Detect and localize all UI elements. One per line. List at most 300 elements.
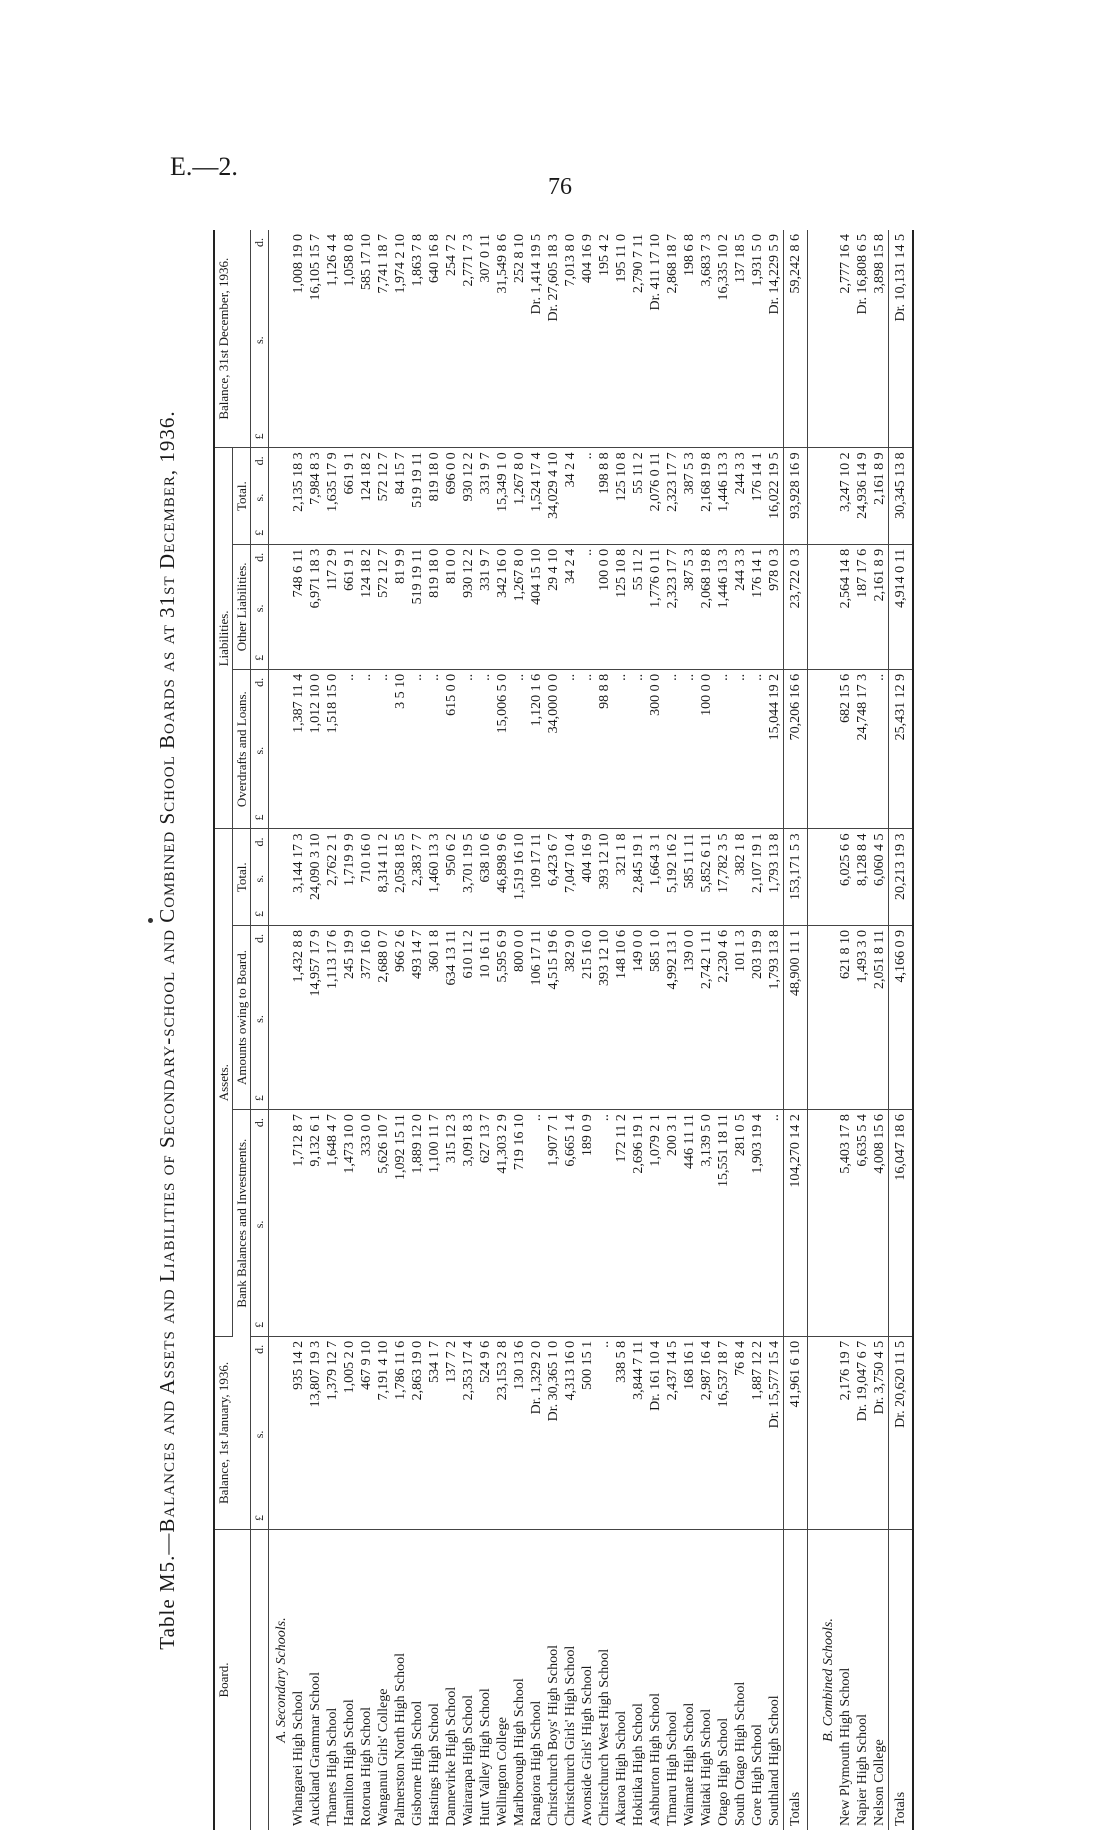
table-title: [155, 230, 180, 1830]
amount-cell: 638 10 6: [477, 829, 494, 925]
board-name-label: Ashburton High School: [648, 1693, 663, 1826]
amount-cell: 124 18 2: [358, 544, 375, 669]
amount-cell: 2,383 7 7: [409, 829, 426, 925]
amount-cell: 13,807 19 3: [307, 1336, 324, 1529]
amount-cell: 1,889 12 0: [409, 1110, 426, 1337]
amount-cell: 10 16 11: [477, 925, 494, 1109]
board-name-label: Palmerston North High School: [393, 1652, 408, 1826]
amount-cell: 195 4 2: [596, 230, 613, 448]
amount-cell: 404 16 9: [579, 829, 596, 925]
amount-cell: 3,144 17 3: [290, 829, 307, 925]
table-row: [443, 230, 460, 1830]
board-name-label: Hamilton High School: [342, 1699, 357, 1826]
amount-cell: 55 11 2: [630, 448, 647, 544]
amount-cell: 16,105 15 7: [307, 230, 324, 448]
amount-cell: 3,701 19 5: [460, 829, 477, 925]
amount-cell: 321 1 8: [613, 829, 630, 925]
board-name: [358, 1530, 375, 1831]
amount-cell: 149 0 0: [630, 925, 647, 1109]
amount-cell: 4,008 15 6: [871, 1110, 889, 1337]
unit-pound: £: [252, 910, 266, 917]
amount-cell: 15,349 1 0: [494, 448, 511, 544]
table-row: [511, 230, 528, 1830]
board-name: [307, 1530, 324, 1831]
table-row: [732, 230, 749, 1830]
amount-cell: 696 0 0: [443, 448, 460, 544]
unit-d: d.: [252, 837, 266, 847]
table-row: [375, 230, 392, 1830]
board-name: [409, 1530, 426, 1831]
table-row: [358, 230, 375, 1830]
amount-cell: ..: [732, 669, 749, 829]
units-header: [251, 1110, 269, 1337]
amount-cell: 930 12 2: [460, 448, 477, 544]
amount-cell: 3,091 8 3: [460, 1110, 477, 1337]
amount-cell: 1,793 13 8: [766, 829, 784, 925]
unit-d: d.: [252, 1118, 266, 1128]
amount-cell: 585 1 0: [647, 925, 664, 1109]
amount-cell: 404 16 9: [579, 230, 596, 448]
amount-cell: 2,777 16 4: [837, 230, 854, 448]
amount-cell: 1,776 0 11: [647, 544, 664, 669]
board-name-label: Dannevirke High School: [444, 1686, 459, 1826]
amount-cell: 5,626 10 7: [375, 1110, 392, 1337]
board-name: [392, 1530, 409, 1831]
unit-s: s.: [252, 604, 266, 613]
amount-cell: 1,863 7 8: [409, 230, 426, 448]
amount-cell: 3,898 15 8: [871, 230, 889, 448]
table-row: [766, 230, 784, 1830]
amount-cell: 2,107 19 1: [749, 829, 766, 925]
amount-cell: 104,270 14 2: [784, 1110, 808, 1337]
amount-cell: 393 12 10: [596, 925, 613, 1109]
col-owing: Amounts owing to Board.: [233, 925, 251, 1109]
unit-d: d.: [252, 456, 266, 466]
board-name: [460, 1530, 477, 1831]
table-row: [613, 230, 630, 1830]
amount-cell: 106 17 11: [528, 925, 545, 1109]
col-balance-dec: Balance, 31st December, 1936.: [214, 230, 251, 448]
amount-cell: Dr. 3,750 4 5: [871, 1336, 889, 1529]
col-assets-total: Total.: [233, 829, 251, 925]
amount-cell: 2,076 0 11: [647, 448, 664, 544]
amount-cell: 6,060 4 5: [871, 829, 889, 925]
table-row: [341, 230, 358, 1830]
amount-cell: ..: [749, 669, 766, 829]
board-name: [426, 1530, 443, 1831]
board-name: [837, 1530, 854, 1831]
board-name: [443, 1530, 460, 1831]
amount-cell: 1,379 12 7: [324, 1336, 341, 1529]
amount-cell: 300 0 0: [647, 669, 664, 829]
amount-cell: 17,782 3 5: [715, 829, 732, 925]
unit-s: s.: [252, 746, 266, 755]
page-number: 76: [548, 174, 572, 200]
units-header: [251, 1336, 269, 1529]
amount-cell: 1,267 8 0: [511, 448, 528, 544]
amount-cell: 331 9 7: [477, 544, 494, 669]
amount-cell: 331 9 7: [477, 448, 494, 544]
board-name: [630, 1530, 647, 1831]
amount-cell: 252 8 10: [511, 230, 528, 448]
board-name-label: Otago High School: [716, 1717, 731, 1826]
amount-cell: 29 4 10: [545, 544, 562, 669]
amount-cell: 2,161 8 9: [871, 544, 889, 669]
amount-cell: 6,025 6 6: [837, 829, 854, 925]
amount-cell: 1,058 0 8: [341, 230, 358, 448]
amount-cell: 2,742 1 11: [698, 925, 715, 1109]
amount-cell: 307 0 11: [477, 230, 494, 448]
amount-cell: 950 6 2: [443, 829, 460, 925]
amount-cell: 1,267 8 0: [511, 544, 528, 669]
amount-cell: 125 10 8: [613, 544, 630, 669]
amount-cell: 34 2 4: [562, 448, 579, 544]
board-name: [681, 1530, 698, 1831]
amount-cell: 966 2 6: [392, 925, 409, 1109]
amount-cell: 1,387 11 4: [290, 669, 307, 829]
amount-cell: 4,166 0 9: [889, 925, 914, 1109]
amount-cell: 98 8 8: [596, 669, 613, 829]
amount-cell: 2,353 17 4: [460, 1336, 477, 1529]
units-header: [251, 829, 269, 925]
amount-cell: ..: [426, 669, 443, 829]
board-name: [732, 1530, 749, 1831]
amount-cell: 7,984 8 3: [307, 448, 324, 544]
units-header: [251, 448, 269, 544]
unit-s: s.: [252, 1430, 266, 1439]
amount-cell: 1,126 4 4: [324, 230, 341, 448]
unit-d: d.: [252, 1344, 266, 1354]
rotated-table-block: [155, 230, 967, 1830]
amount-cell: 6,423 6 7: [545, 829, 562, 925]
board-name-label: Gore High School: [750, 1724, 765, 1826]
amount-cell: 1,793 13 8: [766, 925, 784, 1109]
amount-cell: 16,022 19 5: [766, 448, 784, 544]
board-name: [290, 1530, 307, 1831]
amount-cell: Dr. 27,605 18 3: [545, 230, 562, 448]
amount-cell: 682 15 6: [837, 669, 854, 829]
table-row: [715, 230, 732, 1830]
amount-cell: 382 1 8: [732, 829, 749, 925]
amount-cell: 6,635 5 4: [854, 1110, 871, 1337]
amount-cell: 1,446 13 3: [715, 544, 732, 669]
amount-cell: 245 19 9: [341, 925, 358, 1109]
amount-cell: 4,914 0 11: [889, 544, 914, 669]
amount-cell: 1,493 3 0: [854, 925, 871, 1109]
amount-cell: 5,403 17 8: [837, 1110, 854, 1337]
board-name: [511, 1530, 528, 1831]
amount-cell: 1,432 8 8: [290, 925, 307, 1109]
col-group-liabilities: Liabilities.: [214, 448, 233, 829]
amount-cell: 93,928 16 9: [784, 448, 808, 544]
amount-cell: ..: [596, 1336, 613, 1529]
table-row: [698, 230, 715, 1830]
amount-cell: 1,100 11 7: [426, 1110, 443, 1337]
amount-cell: 100 0 0: [698, 669, 715, 829]
amount-cell: 627 13 7: [477, 1110, 494, 1337]
amount-cell: 610 11 2: [460, 925, 477, 1109]
table-row: [630, 230, 647, 1830]
amount-cell: 377 16 0: [358, 925, 375, 1109]
amount-cell: 254 7 2: [443, 230, 460, 448]
amount-cell: 572 12 7: [375, 448, 392, 544]
col-liab-total: Total.: [233, 448, 251, 544]
unit-pound: £: [252, 1321, 266, 1328]
board-name: [871, 1530, 889, 1831]
unit-pound: £: [252, 1095, 266, 1102]
amount-cell: 34 2 4: [562, 544, 579, 669]
amount-cell: 109 17 11: [528, 829, 545, 925]
unit-d: d.: [252, 552, 266, 562]
amount-cell: 5,595 6 9: [494, 925, 511, 1109]
amount-cell: 14,957 17 9: [307, 925, 324, 1109]
amount-cell: 315 12 3: [443, 1110, 460, 1337]
amount-cell: 7,013 8 0: [562, 230, 579, 448]
amount-cell: 585 11 11: [681, 829, 698, 925]
amount-cell: 404 15 10: [528, 544, 545, 669]
unit-s: s.: [252, 493, 266, 502]
amount-cell: 338 5 8: [613, 1336, 630, 1529]
amount-cell: 2,863 19 0: [409, 1336, 426, 1529]
table-row: [749, 230, 766, 1830]
amount-cell: ..: [715, 669, 732, 829]
board-name: [854, 1530, 871, 1831]
amount-cell: ..: [409, 669, 426, 829]
amount-cell: 4,515 19 6: [545, 925, 562, 1109]
amount-cell: 244 3 3: [732, 544, 749, 669]
amount-cell: 1,664 3 1: [647, 829, 664, 925]
amount-cell: 81 9 9: [392, 544, 409, 669]
table-row: [596, 230, 613, 1830]
amount-cell: 9,132 6 1: [307, 1110, 324, 1337]
amount-cell: ..: [341, 669, 358, 829]
table-row: [871, 230, 889, 1830]
board-name-label: Auckland Grammar School: [308, 1672, 323, 1826]
board-name-label: Wairarapa High School: [461, 1694, 476, 1826]
amount-cell: 100 0 0: [596, 544, 613, 669]
amount-cell: 1,974 2 10: [392, 230, 409, 448]
amount-cell: 15,006 5 0: [494, 669, 511, 829]
board-name-label: Rangiora High School: [529, 1700, 544, 1826]
board-name: [613, 1530, 630, 1831]
board-name: [766, 1530, 784, 1831]
totals-label: Totals: [889, 1530, 914, 1831]
amount-cell: 572 12 7: [375, 544, 392, 669]
amount-cell: 46,898 9 6: [494, 829, 511, 925]
amount-cell: 719 16 10: [511, 1110, 528, 1337]
board-name-label: Avonside Girls' High School: [580, 1665, 595, 1826]
amount-cell: Dr. 10,131 14 5: [889, 230, 914, 448]
amount-cell: Dr. 411 17 10: [647, 230, 664, 448]
amount-cell: 117 2 9: [324, 544, 341, 669]
amount-cell: 1,931 5 0: [749, 230, 766, 448]
amount-cell: 519 19 11: [409, 448, 426, 544]
amount-cell: ..: [613, 669, 630, 829]
margin-dot: [148, 918, 153, 923]
amount-cell: 48,900 11 1: [784, 925, 808, 1109]
table-row: [409, 230, 426, 1830]
unit-s: s.: [252, 874, 266, 883]
amount-cell: 148 10 6: [613, 925, 630, 1109]
amount-cell: 1,008 19 0: [290, 230, 307, 448]
board-name: [749, 1530, 766, 1831]
amount-cell: 244 3 3: [732, 448, 749, 544]
amount-cell: 5,852 6 11: [698, 829, 715, 925]
amount-cell: 137 18 5: [732, 230, 749, 448]
amount-cell: 7,047 10 4: [562, 829, 579, 925]
amount-cell: 1,719 9 9: [341, 829, 358, 925]
amount-cell: 25,431 12 9: [889, 669, 914, 829]
amount-cell: ..: [562, 669, 579, 829]
board-name: [341, 1530, 358, 1831]
amount-cell: 3,683 7 3: [698, 230, 715, 448]
board-name-label: Hutt Valley High School: [478, 1688, 493, 1826]
board-name-label: Wellington College: [495, 1717, 510, 1826]
table-row: [837, 230, 854, 1830]
amount-cell: 382 9 0: [562, 925, 579, 1109]
board-name: [562, 1530, 579, 1831]
table-row: [579, 230, 596, 1830]
table-title-text: Balances and Assets and Liabilities of Secondary-school and Combined School Boards as at 31st December, 1936.: [155, 410, 179, 1533]
amount-cell: 621 8 10: [837, 925, 854, 1109]
amount-cell: 1,907 7 1: [545, 1110, 562, 1337]
col-other: Other Liabilities.: [233, 544, 251, 669]
board-name-label: New Plymouth High School: [838, 1667, 853, 1826]
amount-cell: 4,313 16 0: [562, 1336, 579, 1529]
amount-cell: 3,139 5 0: [698, 1110, 715, 1337]
unit-pound: £: [252, 654, 266, 661]
amount-cell: 640 16 8: [426, 230, 443, 448]
amount-cell: 2,135 18 3: [290, 448, 307, 544]
units-header: [251, 669, 269, 829]
unit-d: d.: [252, 933, 266, 943]
board-name-label: Hokitika High School: [631, 1703, 646, 1826]
amount-cell: 2,161 8 9: [871, 448, 889, 544]
amount-cell: Dr. 20,620 11 5: [889, 1336, 914, 1529]
amount-cell: 4,992 13 1: [664, 925, 681, 1109]
board-name: [647, 1530, 664, 1831]
amount-cell: 2,564 14 8: [837, 544, 854, 669]
board-name-label: Waimate High School: [682, 1702, 697, 1826]
amount-cell: 634 13 11: [443, 925, 460, 1109]
amount-cell: 130 13 6: [511, 1336, 528, 1529]
amount-cell: ..: [596, 1110, 613, 1337]
board-name: [596, 1530, 613, 1831]
units-header: [251, 230, 269, 448]
board-name-label: Gisborne High School: [410, 1700, 425, 1826]
amount-cell: 2,058 18 5: [392, 829, 409, 925]
board-name: [545, 1530, 562, 1831]
amount-cell: 2,323 17 7: [664, 448, 681, 544]
amount-cell: 1,092 15 11: [392, 1110, 409, 1337]
unit-pound: £: [252, 1515, 266, 1521]
board-name-label: Marlborough High School: [512, 1678, 527, 1826]
amount-cell: 198 6 8: [681, 230, 698, 448]
amount-cell: 1,524 17 4: [528, 448, 545, 544]
amount-cell: 661 9 1: [341, 448, 358, 544]
amount-cell: 387 5 3: [681, 544, 698, 669]
amount-cell: ..: [630, 669, 647, 829]
table-row: [854, 230, 871, 1830]
amount-cell: 748 6 11: [290, 544, 307, 669]
board-name: [477, 1530, 494, 1831]
amount-cell: 16,047 18 6: [889, 1110, 914, 1337]
board-name-label: Christchurch Girls' High School: [563, 1645, 578, 1826]
amount-cell: 198 8 8: [596, 448, 613, 544]
amount-cell: ..: [871, 669, 889, 829]
amount-cell: 55 11 2: [630, 544, 647, 669]
board-name: [579, 1530, 596, 1831]
amount-cell: 8,314 11 2: [375, 829, 392, 925]
totals-row: [889, 230, 914, 1830]
amount-cell: 15,551 18 11: [715, 1110, 732, 1337]
amount-cell: 2,176 19 7: [837, 1336, 854, 1529]
board-name: [375, 1530, 392, 1831]
board-name: [715, 1530, 732, 1831]
amount-cell: 2,762 2 1: [324, 829, 341, 925]
amount-cell: 5,192 16 2: [664, 829, 681, 925]
amount-cell: 524 9 6: [477, 1336, 494, 1529]
amount-cell: 76 8 4: [732, 1336, 749, 1529]
amount-cell: 195 11 0: [613, 230, 630, 448]
amount-cell: 1,446 13 3: [715, 448, 732, 544]
amount-cell: 1,460 13 3: [426, 829, 443, 925]
amount-cell: 41,303 2 9: [494, 1110, 511, 1337]
amount-cell: 16,335 10 2: [715, 230, 732, 448]
board-name-label: Whangarei High School: [291, 1690, 306, 1826]
amount-cell: 20,213 19 3: [889, 829, 914, 925]
amount-cell: 1,079 2 1: [647, 1110, 664, 1337]
board-name-label: Wanganui Girls' College: [376, 1688, 391, 1826]
amount-cell: ..: [477, 669, 494, 829]
amount-cell: 2,051 8 11: [871, 925, 889, 1109]
unit-pound: £: [252, 814, 266, 821]
amount-cell: 1,712 8 7: [290, 1110, 307, 1337]
amount-cell: 1,473 10 0: [341, 1110, 358, 1337]
board-name-label: Christchurch West High School: [597, 1648, 612, 1826]
col-overdrafts: Overdrafts and Loans.: [233, 669, 251, 829]
amount-cell: 360 1 8: [426, 925, 443, 1109]
amount-cell: ..: [358, 669, 375, 829]
amount-cell: 41,961 6 10: [784, 1336, 808, 1529]
board-name: [698, 1530, 715, 1831]
amount-cell: 1,012 10 0: [307, 669, 324, 829]
col-balance-jan: Balance, 1st January, 1936.: [214, 1336, 251, 1529]
amount-cell: 3,247 10 2: [837, 448, 854, 544]
amount-cell: 1,648 4 7: [324, 1110, 341, 1337]
amount-cell: Dr. 16,808 6 5: [854, 230, 871, 448]
totals-row: [784, 230, 808, 1830]
unit-d: d.: [252, 677, 266, 687]
amount-cell: 34,029 4 10: [545, 448, 562, 544]
amount-cell: 1,519 16 10: [511, 829, 528, 925]
amount-cell: ..: [579, 544, 596, 669]
amount-cell: 176 14 1: [749, 448, 766, 544]
amount-cell: 2,437 14 5: [664, 1336, 681, 1529]
amount-cell: 800 0 0: [511, 925, 528, 1109]
units-header: [251, 925, 269, 1109]
amount-cell: 2,987 16 4: [698, 1336, 715, 1529]
table-row: [307, 230, 324, 1830]
board-name-label: Thames High School: [325, 1707, 340, 1826]
amount-cell: 176 14 1: [749, 544, 766, 669]
amount-cell: 387 5 3: [681, 448, 698, 544]
section-heading: A. Secondary Schools.: [274, 1617, 289, 1743]
unit-s: s.: [252, 1220, 266, 1229]
board-name-label: Timaru High School: [665, 1711, 680, 1826]
amount-cell: ..: [375, 669, 392, 829]
unit-s: s.: [252, 336, 266, 345]
